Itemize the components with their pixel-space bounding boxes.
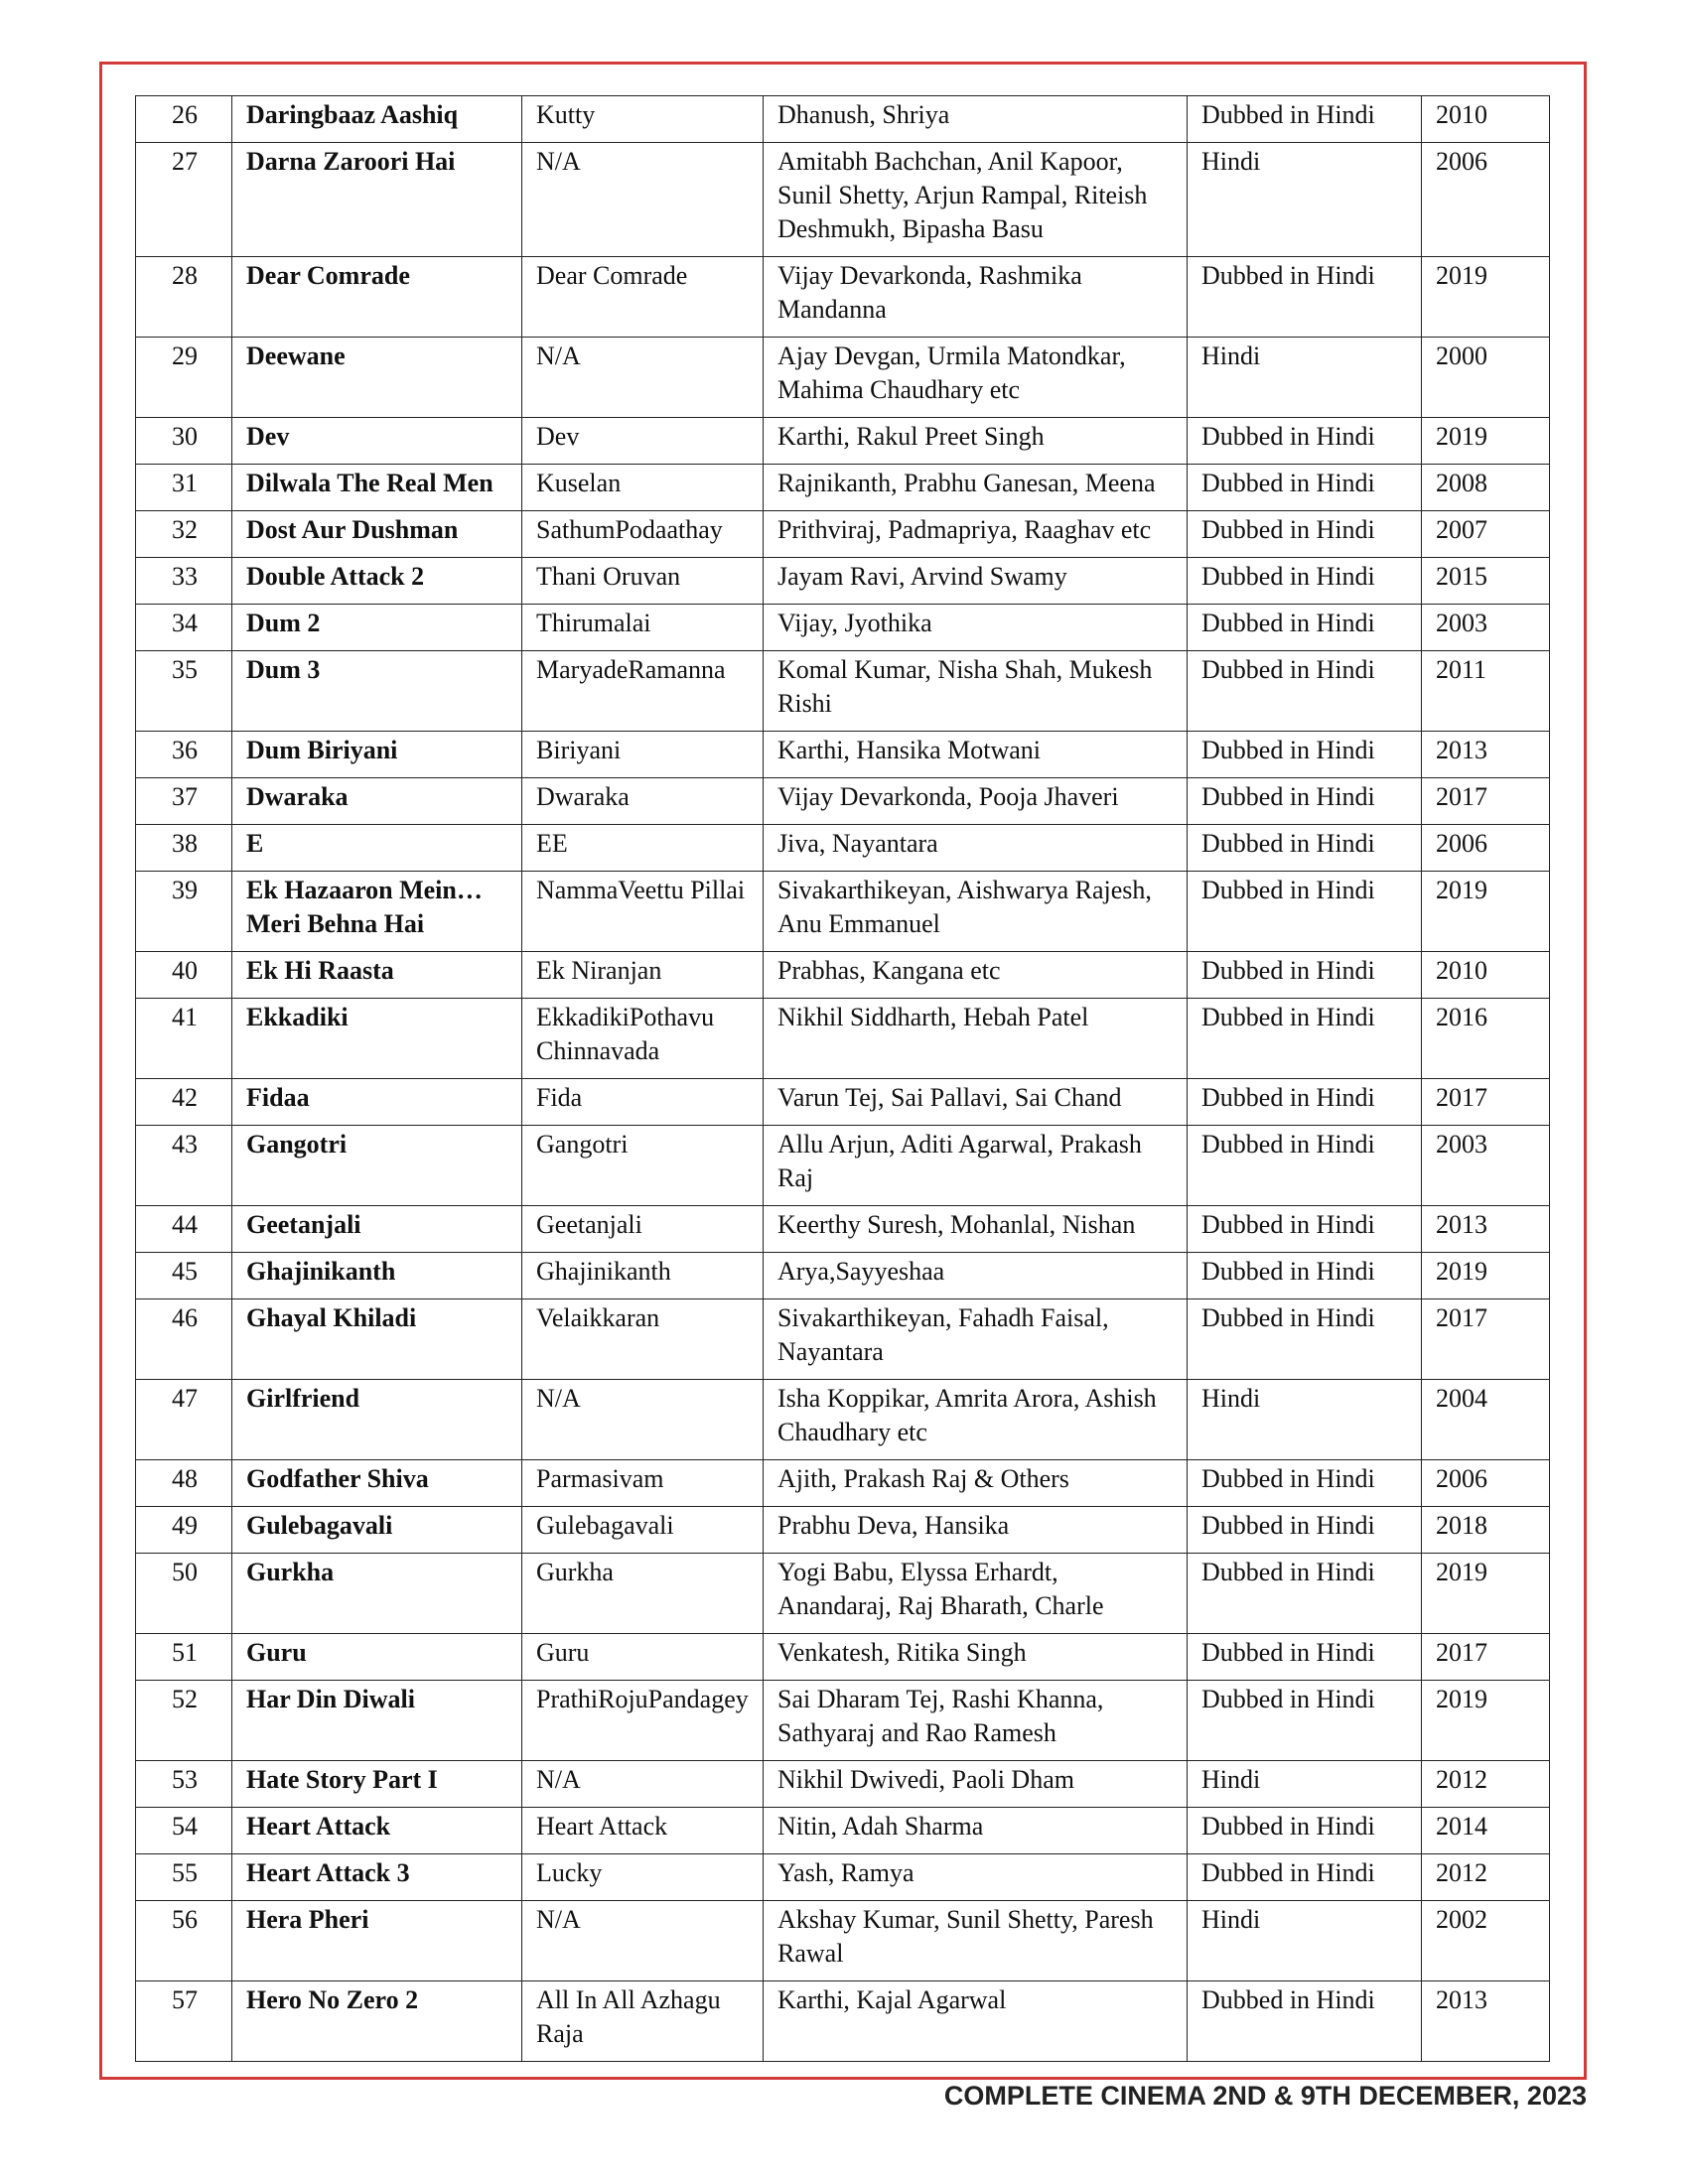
release-year: 2019 — [1422, 1681, 1550, 1761]
film-title: Gurkha — [232, 1554, 522, 1634]
cast-list: Dhanush, Shriya — [764, 96, 1188, 143]
table-row — [136, 1206, 1550, 1253]
original-title: Gangotri — [522, 1126, 764, 1206]
table-row — [136, 257, 1550, 338]
language: Hindi — [1188, 143, 1422, 257]
row-number: 39 — [136, 872, 232, 952]
row-number: 51 — [136, 1634, 232, 1681]
original-title: N/A — [522, 143, 764, 257]
cast-list: Nikhil Siddharth, Hebah Patel — [764, 999, 1188, 1079]
language: Hindi — [1188, 1901, 1422, 1981]
film-title: Dev — [232, 418, 522, 465]
row-number: 35 — [136, 651, 232, 732]
table-row — [136, 825, 1550, 872]
cast-list: Ajith, Prakash Raj & Others — [764, 1460, 1188, 1507]
original-title: Ek Niranjan — [522, 952, 764, 999]
language: Dubbed in Hindi — [1188, 1634, 1422, 1681]
film-title: Dwaraka — [232, 778, 522, 825]
original-title: N/A — [522, 1901, 764, 1981]
row-number: 44 — [136, 1206, 232, 1253]
language: Dubbed in Hindi — [1188, 1253, 1422, 1299]
film-title: Gangotri — [232, 1126, 522, 1206]
release-year: 2002 — [1422, 1901, 1550, 1981]
film-title: Godfather Shiva — [232, 1460, 522, 1507]
row-number: 32 — [136, 511, 232, 558]
film-title: Geetanjali — [232, 1206, 522, 1253]
release-year: 2006 — [1422, 825, 1550, 872]
page-footer: COMPLETE CINEMA 2ND & 9TH DECEMBER, 2023 — [943, 2081, 1587, 2111]
row-number: 37 — [136, 778, 232, 825]
cast-list: Yogi Babu, Elyssa Erhardt, Anandaraj, Raj Bharath, Charle — [764, 1554, 1188, 1634]
row-number: 28 — [136, 257, 232, 338]
release-year: 2016 — [1422, 999, 1550, 1079]
table-row — [136, 1079, 1550, 1126]
film-title: Hero No Zero 2 — [232, 1981, 522, 2062]
original-title: Lucky — [522, 1854, 764, 1901]
release-year: 2011 — [1422, 651, 1550, 732]
original-title: Ghajinikanth — [522, 1253, 764, 1299]
language: Dubbed in Hindi — [1188, 465, 1422, 511]
cast-list: Rajnikanth, Prabhu Ganesan, Meena — [764, 465, 1188, 511]
film-title: Guru — [232, 1634, 522, 1681]
cast-list: Karthi, Hansika Motwani — [764, 732, 1188, 778]
row-number: 42 — [136, 1079, 232, 1126]
original-title: EkkadikiPothavu Chinnavada — [522, 999, 764, 1079]
original-title: Geetanjali — [522, 1206, 764, 1253]
row-number: 52 — [136, 1681, 232, 1761]
table-row — [136, 143, 1550, 257]
film-title: Heart Attack 3 — [232, 1854, 522, 1901]
film-title: Hate Story Part I — [232, 1761, 522, 1808]
language: Dubbed in Hindi — [1188, 558, 1422, 605]
original-title: Gulebagavali — [522, 1507, 764, 1554]
row-number: 36 — [136, 732, 232, 778]
film-title: Girlfriend — [232, 1380, 522, 1460]
row-number: 40 — [136, 952, 232, 999]
cast-list: Prithviraj, Padmapriya, Raaghav etc — [764, 511, 1188, 558]
cast-list: Allu Arjun, Aditi Agarwal, Prakash Raj — [764, 1126, 1188, 1206]
cast-list: Amitabh Bachchan, Anil Kapoor, Sunil Shetty, Arjun Rampal, Riteish Deshmukh, Bipasha Basu — [764, 143, 1188, 257]
film-title: Hera Pheri — [232, 1901, 522, 1981]
film-title: Dilwala The Real Men — [232, 465, 522, 511]
release-year: 2010 — [1422, 952, 1550, 999]
language: Dubbed in Hindi — [1188, 872, 1422, 952]
film-title: Dum 2 — [232, 605, 522, 651]
release-year: 2012 — [1422, 1854, 1550, 1901]
release-year: 2010 — [1422, 96, 1550, 143]
original-title: PrathiRojuPandagey — [522, 1681, 764, 1761]
language: Hindi — [1188, 338, 1422, 418]
original-title: N/A — [522, 1761, 764, 1808]
original-title: Thani Oruvan — [522, 558, 764, 605]
table-row — [136, 1761, 1550, 1808]
original-title: Gurkha — [522, 1554, 764, 1634]
table-row — [136, 1634, 1550, 1681]
language: Dubbed in Hindi — [1188, 1981, 1422, 2062]
table-row — [136, 511, 1550, 558]
table-row — [136, 1681, 1550, 1761]
release-year: 2019 — [1422, 418, 1550, 465]
language: Dubbed in Hindi — [1188, 1808, 1422, 1854]
film-title: Ek Hi Raasta — [232, 952, 522, 999]
row-number: 57 — [136, 1981, 232, 2062]
row-number: 50 — [136, 1554, 232, 1634]
cast-list: Sai Dharam Tej, Rashi Khanna, Sathyaraj and Rao Ramesh — [764, 1681, 1188, 1761]
table-row — [136, 1554, 1550, 1634]
table-row — [136, 1253, 1550, 1299]
film-title: Dum 3 — [232, 651, 522, 732]
release-year: 2017 — [1422, 1079, 1550, 1126]
row-number: 45 — [136, 1253, 232, 1299]
language: Dubbed in Hindi — [1188, 825, 1422, 872]
table-row — [136, 1126, 1550, 1206]
table-row — [136, 1507, 1550, 1554]
row-number: 26 — [136, 96, 232, 143]
table-row — [136, 605, 1550, 651]
cast-list: Nitin, Adah Sharma — [764, 1808, 1188, 1854]
row-number: 56 — [136, 1901, 232, 1981]
original-title: Dwaraka — [522, 778, 764, 825]
cast-list: Ajay Devgan, Urmila Matondkar, Mahima Chaudhary etc — [764, 338, 1188, 418]
row-number: 41 — [136, 999, 232, 1079]
language: Dubbed in Hindi — [1188, 1079, 1422, 1126]
film-title: Har Din Diwali — [232, 1681, 522, 1761]
language: Dubbed in Hindi — [1188, 511, 1422, 558]
release-year: 2013 — [1422, 1981, 1550, 2062]
cast-list: Sivakarthikeyan, Aishwarya Rajesh, Anu Emmanuel — [764, 872, 1188, 952]
table-row — [136, 1380, 1550, 1460]
cast-list: Prabhu Deva, Hansika — [764, 1507, 1188, 1554]
language: Dubbed in Hindi — [1188, 1507, 1422, 1554]
original-title: NammaVeettu Pillai — [522, 872, 764, 952]
language: Hindi — [1188, 1380, 1422, 1460]
release-year: 2019 — [1422, 1554, 1550, 1634]
original-title: Velaikkaran — [522, 1299, 764, 1380]
language: Dubbed in Hindi — [1188, 952, 1422, 999]
row-number: 33 — [136, 558, 232, 605]
film-title: Fidaa — [232, 1079, 522, 1126]
language: Dubbed in Hindi — [1188, 1854, 1422, 1901]
release-year: 2007 — [1422, 511, 1550, 558]
table-row — [136, 1808, 1550, 1854]
cast-list: Keerthy Suresh, Mohanlal, Nishan — [764, 1206, 1188, 1253]
language: Dubbed in Hindi — [1188, 1460, 1422, 1507]
language: Dubbed in Hindi — [1188, 96, 1422, 143]
language: Dubbed in Hindi — [1188, 999, 1422, 1079]
film-title: Ek Hazaaron Mein…Meri Behna Hai — [232, 872, 522, 952]
table-row — [136, 999, 1550, 1079]
original-title: Fida — [522, 1079, 764, 1126]
table-row — [136, 778, 1550, 825]
film-title: Ekkadiki — [232, 999, 522, 1079]
original-title: Guru — [522, 1634, 764, 1681]
release-year: 2000 — [1422, 338, 1550, 418]
cast-list: Venkatesh, Ritika Singh — [764, 1634, 1188, 1681]
table-row — [136, 418, 1550, 465]
cast-list: Isha Koppikar, Amrita Arora, Ashish Chaudhary etc — [764, 1380, 1188, 1460]
cast-list: Nikhil Dwivedi, Paoli Dham — [764, 1761, 1188, 1808]
film-title: Ghajinikanth — [232, 1253, 522, 1299]
cast-list: Arya,Sayyeshaa — [764, 1253, 1188, 1299]
original-title: MaryadeRamanna — [522, 651, 764, 732]
table-row — [136, 952, 1550, 999]
language: Dubbed in Hindi — [1188, 257, 1422, 338]
cast-list: Jayam Ravi, Arvind Swamy — [764, 558, 1188, 605]
original-title: SathumPodaathay — [522, 511, 764, 558]
row-number: 29 — [136, 338, 232, 418]
language: Dubbed in Hindi — [1188, 1681, 1422, 1761]
original-title: N/A — [522, 338, 764, 418]
original-title: All In All Azhagu Raja — [522, 1981, 764, 2062]
original-title: Heart Attack — [522, 1808, 764, 1854]
cast-list: Sivakarthikeyan, Fahadh Faisal, Nayantara — [764, 1299, 1188, 1380]
release-year: 2019 — [1422, 257, 1550, 338]
release-year: 2015 — [1422, 558, 1550, 605]
film-table-body — [136, 96, 1550, 2062]
original-title: Kutty — [522, 96, 764, 143]
table-row — [136, 465, 1550, 511]
table-row — [136, 872, 1550, 952]
cast-list: Yash, Ramya — [764, 1854, 1188, 1901]
row-number: 55 — [136, 1854, 232, 1901]
release-year: 2012 — [1422, 1761, 1550, 1808]
row-number: 38 — [136, 825, 232, 872]
row-number: 49 — [136, 1507, 232, 1554]
row-number: 31 — [136, 465, 232, 511]
cast-list: Prabhas, Kangana etc — [764, 952, 1188, 999]
cast-list: Vijay Devarkonda, Rashmika Mandanna — [764, 257, 1188, 338]
language: Dubbed in Hindi — [1188, 1554, 1422, 1634]
cast-list: Komal Kumar, Nisha Shah, Mukesh Rishi — [764, 651, 1188, 732]
original-title: Kuselan — [522, 465, 764, 511]
language: Dubbed in Hindi — [1188, 732, 1422, 778]
table-row — [136, 1299, 1550, 1380]
cast-list: Karthi, Kajal Agarwal — [764, 1981, 1188, 2062]
table-row — [136, 651, 1550, 732]
film-title: Ghayal Khiladi — [232, 1299, 522, 1380]
film-title: Double Attack 2 — [232, 558, 522, 605]
language: Dubbed in Hindi — [1188, 605, 1422, 651]
table-row — [136, 96, 1550, 143]
film-title: Dear Comrade — [232, 257, 522, 338]
release-year: 2017 — [1422, 778, 1550, 825]
release-year: 2008 — [1422, 465, 1550, 511]
release-year: 2004 — [1422, 1380, 1550, 1460]
original-title: Thirumalai — [522, 605, 764, 651]
row-number: 54 — [136, 1808, 232, 1854]
film-title: E — [232, 825, 522, 872]
language: Hindi — [1188, 1761, 1422, 1808]
row-number: 47 — [136, 1380, 232, 1460]
row-number: 34 — [136, 605, 232, 651]
original-title: N/A — [522, 1380, 764, 1460]
row-number: 27 — [136, 143, 232, 257]
original-title: Dear Comrade — [522, 257, 764, 338]
film-table — [135, 95, 1550, 2062]
original-title: EE — [522, 825, 764, 872]
release-year: 2017 — [1422, 1299, 1550, 1380]
film-title: Deewane — [232, 338, 522, 418]
table-row — [136, 338, 1550, 418]
table-row — [136, 1460, 1550, 1507]
language: Dubbed in Hindi — [1188, 1206, 1422, 1253]
original-title: Dev — [522, 418, 764, 465]
original-title: Biriyani — [522, 732, 764, 778]
release-year: 2006 — [1422, 143, 1550, 257]
release-year: 2013 — [1422, 732, 1550, 778]
cast-list: Vijay, Jyothika — [764, 605, 1188, 651]
row-number: 48 — [136, 1460, 232, 1507]
release-year: 2013 — [1422, 1206, 1550, 1253]
release-year: 2017 — [1422, 1634, 1550, 1681]
release-year: 2019 — [1422, 1253, 1550, 1299]
table-row — [136, 1854, 1550, 1901]
language: Dubbed in Hindi — [1188, 778, 1422, 825]
table-row — [136, 558, 1550, 605]
language: Dubbed in Hindi — [1188, 651, 1422, 732]
original-title: Parmasivam — [522, 1460, 764, 1507]
film-title: Dost Aur Dushman — [232, 511, 522, 558]
table-row — [136, 1981, 1550, 2062]
table-row — [136, 1901, 1550, 1981]
row-number: 43 — [136, 1126, 232, 1206]
release-year: 2018 — [1422, 1507, 1550, 1554]
row-number: 46 — [136, 1299, 232, 1380]
release-year: 2003 — [1422, 605, 1550, 651]
film-title: Gulebagavali — [232, 1507, 522, 1554]
cast-list: Akshay Kumar, Sunil Shetty, Paresh Rawal — [764, 1901, 1188, 1981]
row-number: 53 — [136, 1761, 232, 1808]
table-row — [136, 732, 1550, 778]
release-year: 2014 — [1422, 1808, 1550, 1854]
cast-list: Karthi, Rakul Preet Singh — [764, 418, 1188, 465]
release-year: 2019 — [1422, 872, 1550, 952]
language: Dubbed in Hindi — [1188, 418, 1422, 465]
film-title: Darna Zaroori Hai — [232, 143, 522, 257]
cast-list: Jiva, Nayantara — [764, 825, 1188, 872]
cast-list: Varun Tej, Sai Pallavi, Sai Chand — [764, 1079, 1188, 1126]
cast-list: Vijay Devarkonda, Pooja Jhaveri — [764, 778, 1188, 825]
row-number: 30 — [136, 418, 232, 465]
language: Dubbed in Hindi — [1188, 1299, 1422, 1380]
film-title: Dum Biriyani — [232, 732, 522, 778]
language: Dubbed in Hindi — [1188, 1126, 1422, 1206]
film-title: Heart Attack — [232, 1808, 522, 1854]
release-year: 2003 — [1422, 1126, 1550, 1206]
release-year: 2006 — [1422, 1460, 1550, 1507]
film-title: Daringbaaz Aashiq — [232, 96, 522, 143]
